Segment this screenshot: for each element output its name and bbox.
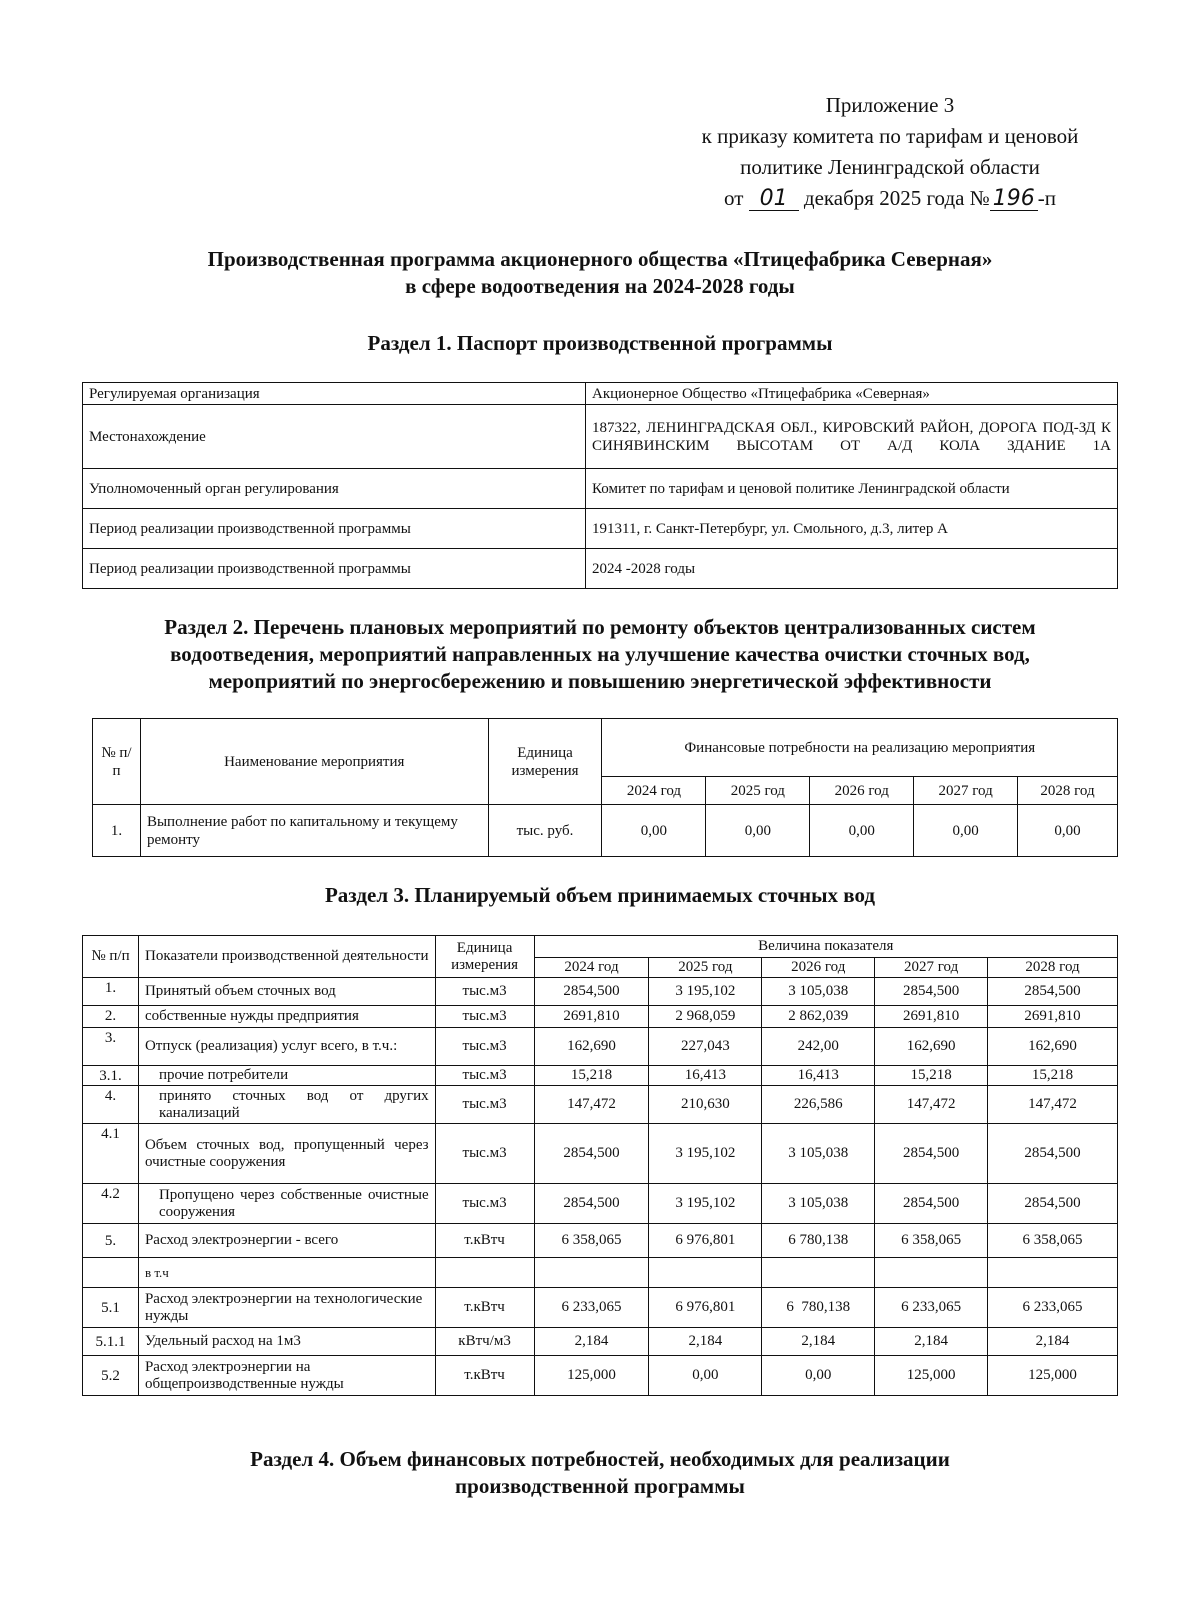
- row-value: [534, 1258, 649, 1288]
- passport-value: 2024 -2028 годы: [586, 549, 1118, 589]
- header-year: 2026 год: [762, 958, 875, 978]
- row-value: 2854,500: [988, 1184, 1118, 1224]
- row-num: 3.1.: [83, 1066, 139, 1086]
- header-year: 2026 год: [810, 777, 914, 805]
- header-year: 2028 год: [988, 958, 1118, 978]
- wastewater-table: [82, 935, 1118, 1396]
- header-value: Величина показателя: [534, 936, 1117, 958]
- row-value: 2854,500: [988, 978, 1118, 1006]
- row-value: 2854,500: [875, 978, 988, 1006]
- appendix-middle: декабря 2025 года №: [803, 186, 990, 210]
- row-name: Расход электроэнергии на общепроизводственные нужды: [138, 1356, 435, 1396]
- appendix-suffix: -п: [1037, 186, 1056, 210]
- appendix-prefix: от: [724, 186, 744, 210]
- row-name: Расход электроэнергии на технологические нужды: [138, 1288, 435, 1328]
- row-value: 2 968,059: [649, 1006, 762, 1028]
- row-num: 5.2: [83, 1356, 139, 1396]
- row-name: собственные нужды предприятия: [138, 1006, 435, 1028]
- row-name: Принятый объем сточных вод: [138, 978, 435, 1006]
- row-value: 6 976,801: [649, 1288, 762, 1328]
- table-row: [83, 1124, 1118, 1184]
- header-finance: Финансовые потребности на реализацию мероприятия: [602, 719, 1118, 777]
- row-value: 226,586: [762, 1086, 875, 1124]
- row-value: 0,00: [706, 805, 810, 857]
- main-title-line1: Производственная программа акционерного общества «Птицефабрика Северная»: [207, 247, 993, 271]
- row-unit: [435, 1258, 534, 1288]
- row-value: 6 358,065: [534, 1224, 649, 1258]
- section2-title-line2: водоотведения, мероприятий направленных на улучшение качества очистки сточных вод,: [170, 642, 1030, 666]
- row-num: 4.: [83, 1086, 139, 1124]
- passport-table: [82, 382, 1118, 589]
- table-row: [83, 1356, 1118, 1396]
- table-row: [83, 1006, 1118, 1028]
- row-value: 2,184: [649, 1328, 762, 1356]
- row-unit: тыс.м3: [435, 1028, 534, 1066]
- row-value: 227,043: [649, 1028, 762, 1066]
- table-row: [83, 549, 1118, 589]
- appendix-order-line: [640, 183, 1140, 214]
- passport-label: Местонахождение: [83, 405, 586, 469]
- passport-value: Акционерное Общество «Птицефабрика «Северная»: [586, 383, 1118, 405]
- row-value: 6 976,801: [649, 1224, 762, 1258]
- row-value: 3 105,038: [762, 978, 875, 1006]
- row-unit: тыс. руб.: [488, 805, 602, 857]
- row-name: Выполнение работ по капитальному и текущему ремонту: [140, 805, 488, 857]
- passport-label: Регулируемая организация: [83, 383, 586, 405]
- row-unit: тыс.м3: [435, 1066, 534, 1086]
- row-value: 3 105,038: [762, 1184, 875, 1224]
- row-num: 5.1: [83, 1288, 139, 1328]
- header-name: Наименование мероприятия: [140, 719, 488, 805]
- row-value: 6 358,065: [988, 1224, 1118, 1258]
- row-unit: т.кВтч: [435, 1224, 534, 1258]
- row-name: в т.ч: [138, 1258, 435, 1288]
- row-value: 2854,500: [534, 1184, 649, 1224]
- row-unit: тыс.м3: [435, 1184, 534, 1224]
- row-value: 147,472: [534, 1086, 649, 1124]
- row-name: Удельный расход на 1м3: [138, 1328, 435, 1356]
- row-value: 2,184: [534, 1328, 649, 1356]
- row-unit: тыс.м3: [435, 978, 534, 1006]
- row-value: 2854,500: [534, 978, 649, 1006]
- handwritten-day: 01: [749, 188, 799, 211]
- header-year: 2024 год: [534, 958, 649, 978]
- section2-title-line1: Раздел 2. Перечень плановых мероприятий по ремонту объектов централизованных систем: [164, 615, 1036, 639]
- row-num: 3.: [83, 1028, 139, 1066]
- row-num: 2.: [83, 1006, 139, 1028]
- row-value: 0,00: [914, 805, 1018, 857]
- table-row: [83, 469, 1118, 509]
- row-unit: т.кВтч: [435, 1288, 534, 1328]
- row-num: 4.1: [83, 1124, 139, 1184]
- row-value: 6 233,065: [875, 1288, 988, 1328]
- row-value: 2691,810: [988, 1006, 1118, 1028]
- activities-table: [92, 718, 1118, 857]
- row-unit: т.кВтч: [435, 1356, 534, 1396]
- table-row: [83, 1028, 1118, 1066]
- header-num: № п/п: [93, 719, 141, 805]
- header-year: 2025 год: [649, 958, 762, 978]
- section2-title: [100, 614, 1100, 695]
- row-value: 125,000: [988, 1356, 1118, 1396]
- table-row: [83, 1258, 1118, 1288]
- passport-value: 187322, ЛЕНИНГРАДСКАЯ ОБЛ., КИРОВСКИЙ РАЙОН, ДОРОГА ПОД-ЗД К СИНЯВИНСКИМ ВЫСОТАМ ОТ А/Д КОЛА ЗДАНИЕ 1А: [586, 405, 1118, 469]
- header-year: 2027 год: [914, 777, 1018, 805]
- row-value: [762, 1258, 875, 1288]
- row-value: 162,690: [988, 1028, 1118, 1066]
- row-value: 125,000: [875, 1356, 988, 1396]
- row-value: 16,413: [762, 1066, 875, 1086]
- row-name: Объем сточных вод, пропущенный через очистные сооружения: [138, 1124, 435, 1184]
- row-value: [875, 1258, 988, 1288]
- row-value: 16,413: [649, 1066, 762, 1086]
- row-value: 2,184: [875, 1328, 988, 1356]
- row-value: [988, 1258, 1118, 1288]
- row-value: 0,00: [602, 805, 706, 857]
- row-value: 162,690: [875, 1028, 988, 1066]
- row-name: Расход электроэнергии - всего: [138, 1224, 435, 1258]
- header-name: Показатели производственной деятельности: [138, 936, 435, 978]
- row-value: 2,184: [988, 1328, 1118, 1356]
- passport-label: Период реализации производственной программы: [83, 549, 586, 589]
- table-row: [83, 1184, 1118, 1224]
- row-unit: тыс.м3: [435, 1124, 534, 1184]
- row-num: [83, 1258, 139, 1288]
- row-name: Пропущено через собственные очистные сооружения: [138, 1184, 435, 1224]
- row-value: [649, 1258, 762, 1288]
- handwritten-number: 196: [990, 188, 1038, 211]
- row-value: 2854,500: [875, 1124, 988, 1184]
- table-row: [83, 1224, 1118, 1258]
- table-row: [83, 405, 1118, 469]
- row-unit: тыс.м3: [435, 1006, 534, 1028]
- passport-value: Комитет по тарифам и ценовой политике Ленинградской области: [586, 469, 1118, 509]
- row-value: 2691,810: [875, 1006, 988, 1028]
- row-value: 0,00: [1018, 805, 1118, 857]
- table-row: [83, 383, 1118, 405]
- table-row: [83, 1288, 1118, 1328]
- row-value: 3 195,102: [649, 1184, 762, 1224]
- main-title-line2: в сфере водоотведения на 2024-2028 годы: [405, 274, 795, 298]
- row-value: 6 780,138: [762, 1288, 875, 1328]
- appendix-line1: Приложение 3: [825, 93, 955, 117]
- header-year: 2028 год: [1018, 777, 1118, 805]
- section2-title-line3: мероприятий по энергосбережению и повышению энергетической эффективности: [208, 669, 992, 693]
- row-value: 0,00: [762, 1356, 875, 1396]
- row-num: 1.: [83, 978, 139, 1006]
- appendix-header: [640, 90, 1140, 214]
- table-header-row: [93, 719, 1118, 777]
- row-value: 147,472: [875, 1086, 988, 1124]
- table-row: [83, 1328, 1118, 1356]
- row-value: 2691,810: [534, 1006, 649, 1028]
- table-header-row: [83, 936, 1118, 958]
- row-num: 4.2: [83, 1184, 139, 1224]
- row-name: Отпуск (реализация) услуг всего, в т.ч.:: [138, 1028, 435, 1066]
- row-value: 147,472: [988, 1086, 1118, 1124]
- row-value: 0,00: [649, 1356, 762, 1396]
- section3-title: Раздел 3. Планируемый объем принимаемых сточных вод: [324, 883, 876, 907]
- passport-value: 191311, г. Санкт-Петербург, ул. Смольного, д.3, литер А: [586, 509, 1118, 549]
- row-value: 3 105,038: [762, 1124, 875, 1184]
- header-num: № п/п: [83, 936, 139, 978]
- table-row: [83, 1066, 1118, 1086]
- row-value: 2,184: [762, 1328, 875, 1356]
- row-unit: кВтч/м3: [435, 1328, 534, 1356]
- passport-label: Период реализации производственной программы: [83, 509, 586, 549]
- row-value: 15,218: [875, 1066, 988, 1086]
- row-value: 162,690: [534, 1028, 649, 1066]
- row-value: 3 195,102: [649, 978, 762, 1006]
- section4-title: [100, 1446, 1100, 1500]
- section4-title-line1: Раздел 4. Объем финансовых потребностей, необходимых для реализации: [250, 1447, 950, 1471]
- row-value: 15,218: [534, 1066, 649, 1086]
- row-value: 210,630: [649, 1086, 762, 1124]
- table-row: [83, 1086, 1118, 1124]
- row-num: 5.: [83, 1224, 139, 1258]
- row-value: 6 233,065: [988, 1288, 1118, 1328]
- row-value: 125,000: [534, 1356, 649, 1396]
- passport-label: Уполномоченный орган регулирования: [83, 469, 586, 509]
- section4-title-line2: производственной программы: [455, 1474, 745, 1498]
- row-value: 242,00: [762, 1028, 875, 1066]
- header-unit: Единица измерения: [435, 936, 534, 978]
- row-value: 6 358,065: [875, 1224, 988, 1258]
- header-year: 2024 год: [602, 777, 706, 805]
- header-year: 2025 год: [706, 777, 810, 805]
- row-value: 2854,500: [534, 1124, 649, 1184]
- row-value: 6 780,138: [762, 1224, 875, 1258]
- header-year: 2027 год: [875, 958, 988, 978]
- main-title: [100, 246, 1100, 300]
- row-value: 2854,500: [875, 1184, 988, 1224]
- appendix-line3: политике Ленинградской области: [740, 155, 1040, 179]
- table-row: [93, 805, 1118, 857]
- header-unit: Единица измерения: [488, 719, 602, 805]
- row-value: 2 862,039: [762, 1006, 875, 1028]
- appendix-line2: к приказу комитета по тарифам и ценовой: [701, 124, 1079, 148]
- row-unit: тыс.м3: [435, 1086, 534, 1124]
- row-num: 5.1.1: [83, 1328, 139, 1356]
- row-value: 6 233,065: [534, 1288, 649, 1328]
- row-value: 3 195,102: [649, 1124, 762, 1184]
- table-row: [83, 509, 1118, 549]
- row-value: 2854,500: [988, 1124, 1118, 1184]
- row-name: принято сточных вод от других канализаций: [138, 1086, 435, 1124]
- section1-title: Раздел 1. Паспорт производственной программы: [367, 331, 833, 355]
- table-row: [83, 978, 1118, 1006]
- row-value: 15,218: [988, 1066, 1118, 1086]
- row-num: 1.: [93, 805, 141, 857]
- row-value: 0,00: [810, 805, 914, 857]
- row-name: прочие потребители: [138, 1066, 435, 1086]
